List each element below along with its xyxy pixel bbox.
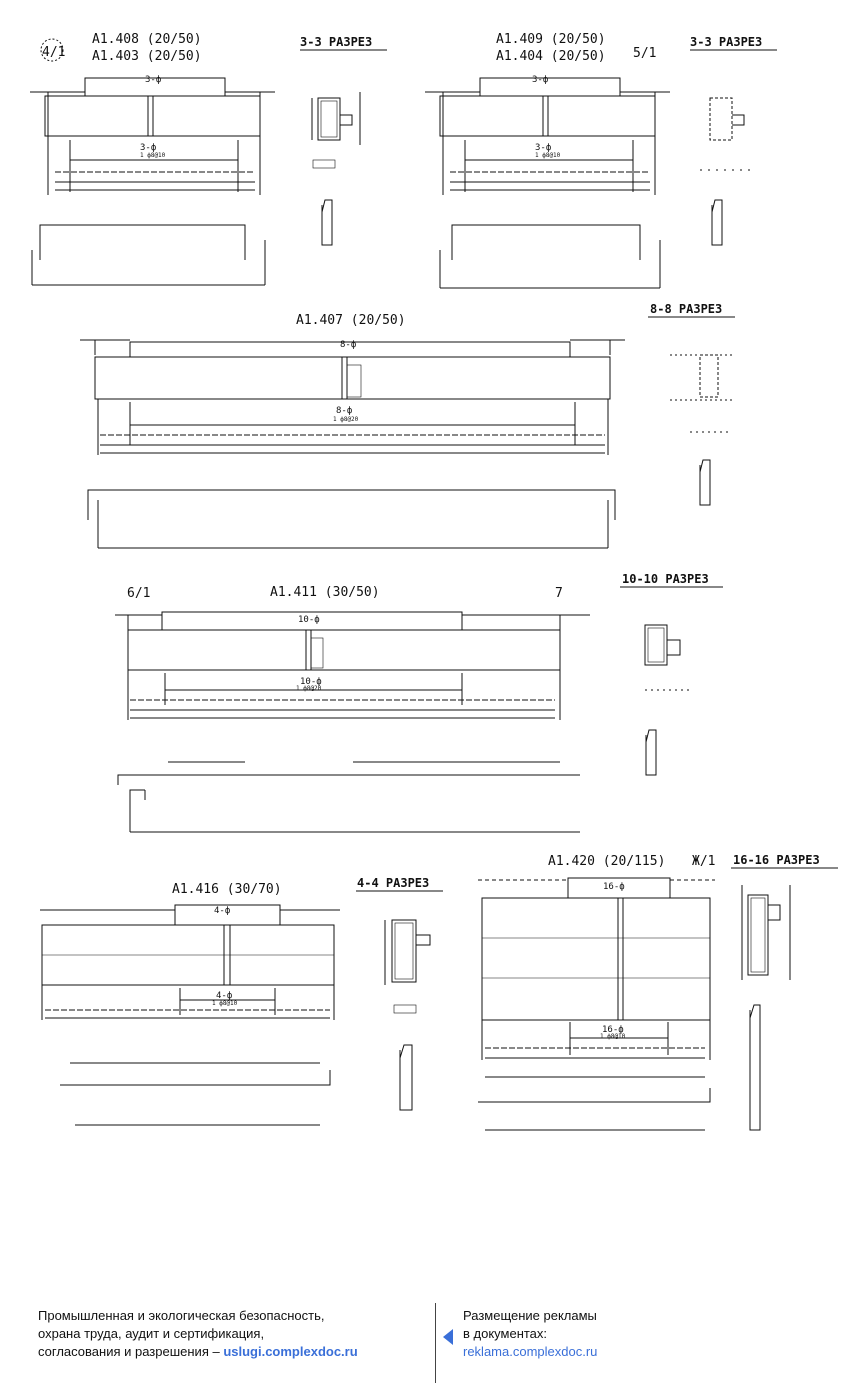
a409-title2: A1.404 (20/50) bbox=[496, 49, 606, 64]
footer-left-line1: Промышленная и экологическая безопасность, bbox=[38, 1308, 325, 1323]
beam-a409 bbox=[425, 32, 777, 288]
arrow-left-icon bbox=[443, 1329, 453, 1345]
footer-divider bbox=[435, 1303, 436, 1383]
a420-title: A1.420 (20/115) bbox=[548, 854, 666, 869]
footer-right-line2: в документах: bbox=[463, 1326, 548, 1341]
a416-bar-mid: 4-ф bbox=[216, 991, 233, 1001]
a408-title1: A1.408 (20/50) bbox=[92, 32, 202, 47]
footer-right bbox=[463, 1307, 597, 1361]
a416-section: 4-4 РАЗРЕЗ bbox=[357, 876, 430, 890]
a411-bar-top: 10-ф bbox=[298, 615, 320, 625]
a416-mark: 1 ф8@10 bbox=[212, 1000, 238, 1007]
uslugi-link[interactable]: uslugi.complexdoc.ru bbox=[223, 1344, 358, 1359]
footer-left-line3-text: согласования и разрешения – bbox=[38, 1344, 224, 1359]
a407-title: A1.407 (20/50) bbox=[296, 313, 406, 328]
footer-left bbox=[38, 1307, 358, 1361]
a409-section: 3-3 РАЗРЕЗ bbox=[690, 35, 763, 49]
a409-mark: 1 ф8@10 bbox=[535, 152, 561, 159]
beam-a407 bbox=[80, 302, 735, 548]
a411-title: A1.411 (30/50) bbox=[270, 585, 380, 600]
a408-title2: A1.403 (20/50) bbox=[92, 49, 202, 64]
reklama-link[interactable]: reklama.complexdoc.ru bbox=[463, 1344, 598, 1359]
beam-a416 bbox=[40, 876, 443, 1125]
a420-section: 16-16 РАЗРЕЗ bbox=[733, 853, 820, 867]
a420-axis: Ж/1 bbox=[692, 854, 716, 869]
a411-axis-left: 6/1 bbox=[127, 586, 151, 601]
footer-left-line2: охрана труда, аудит и сертификация, bbox=[38, 1326, 265, 1341]
a420-bar-top: 16-ф bbox=[603, 882, 625, 892]
a409-axis: 5/1 bbox=[633, 46, 657, 61]
a408-mark: 1 ф8@10 bbox=[140, 152, 166, 159]
a411-mark: 1 ф8@20 bbox=[296, 685, 322, 692]
a409-title1: A1.409 (20/50) bbox=[496, 32, 606, 47]
a411-section: 10-10 РАЗРЕЗ bbox=[622, 572, 709, 586]
footer-right-line1: Размещение рекламы bbox=[463, 1308, 597, 1323]
a407-mark: 1 ф8@20 bbox=[333, 416, 359, 423]
a408-section: 3-3 РАЗРЕЗ bbox=[300, 35, 373, 49]
a420-mark: 1 ф8@10 bbox=[600, 1033, 626, 1040]
a407-section: 8-8 РАЗРЕЗ bbox=[650, 302, 723, 316]
a408-bar-mid: 3-ф bbox=[140, 143, 157, 153]
beam-a408 bbox=[30, 32, 387, 285]
a416-bar-top: 4-ф bbox=[214, 906, 231, 916]
a409-bar-top: 3-ф bbox=[532, 75, 549, 85]
a408-bar-top: 3-ф bbox=[145, 75, 162, 85]
footer bbox=[0, 1295, 865, 1400]
a416-title: A1.416 (30/70) bbox=[172, 882, 282, 897]
a411-bar-mid: 10-ф bbox=[300, 677, 322, 687]
a408-axis: 4/1 bbox=[42, 45, 66, 60]
a407-bar-mid: 8-ф bbox=[336, 406, 353, 416]
a407-bar-top: 8-ф bbox=[340, 340, 357, 350]
beam-a420 bbox=[478, 853, 838, 1130]
footer-left-line3 bbox=[38, 1343, 358, 1361]
a420-bar-mid: 16-ф bbox=[602, 1025, 624, 1035]
a411-axis-right: 7 bbox=[555, 586, 563, 601]
a409-bar-mid: 3-ф bbox=[535, 143, 552, 153]
beam-a411 bbox=[115, 572, 723, 832]
